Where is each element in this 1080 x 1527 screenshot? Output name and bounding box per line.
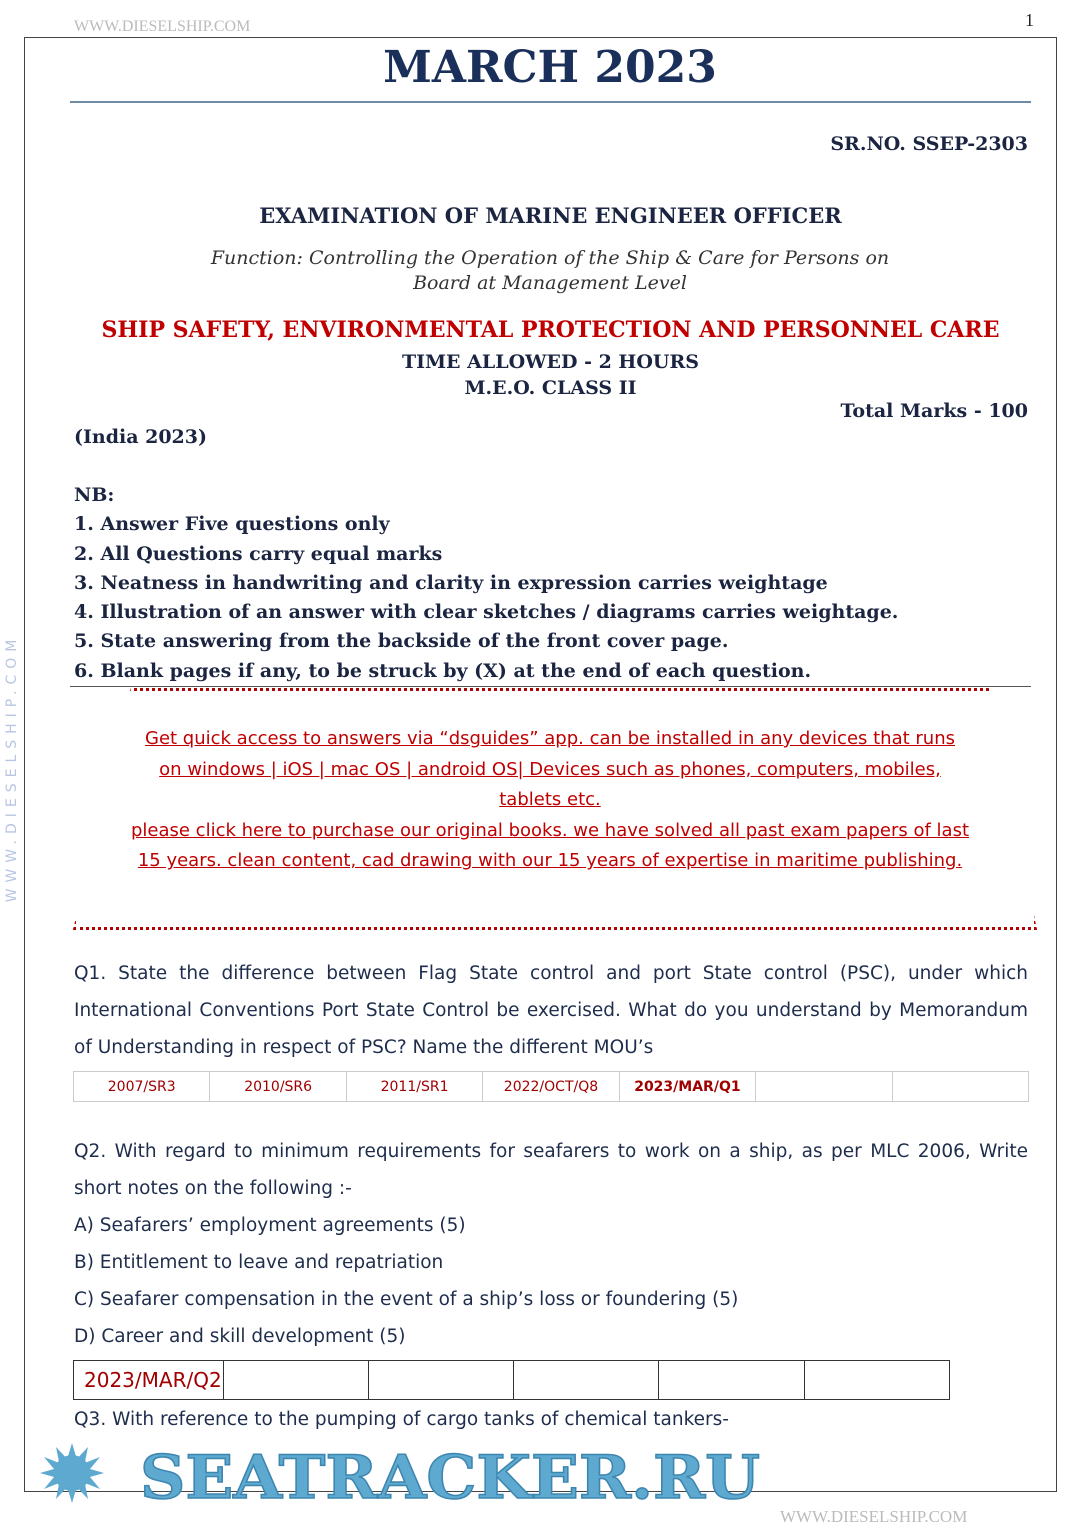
- books-link[interactable]: please click here to purchase our original books. we have solved all past exam papers of last 15 years. clean content, cad drawing with our 15 years of expertise in maritime publishing.: [130, 819, 970, 872]
- question-3: Q3. With reference to the pumping of cargo tanks of chemical tankers-: [74, 1409, 729, 1430]
- question-part: C) Seafarer compensation in the event of a ship’s loss or foundering (5): [74, 1289, 739, 1310]
- nb-item: 2. All Questions carry equal marks: [74, 542, 443, 565]
- question-1: Q1. State the difference between Flag State control and port State control (PSC), under which International Conventions Port State Control be exercised. What do you understand by Memorandum of Understanding in respect of PSC? Name the different MOU’s: [74, 963, 1028, 1058]
- ref-cell: 2023/MAR/Q2: [74, 1361, 224, 1400]
- question-2: [74, 1133, 1028, 1355]
- ref-cell: [756, 1072, 892, 1102]
- nb-item: 1. Answer Five questions only: [74, 513, 390, 536]
- nb-item: 6. Blank pages if any, to be struck by (X) at the end of each question.: [74, 659, 812, 682]
- logo-text: SEATRACKER.RU: [140, 1443, 760, 1504]
- exam-name: EXAMINATION OF MARINE ENGINEER OFFICER: [259, 203, 842, 228]
- exam-function: Function: Controlling the Operation of the Ship & Care for Persons on Board at Management Level: [210, 247, 890, 294]
- ref-cell: 2011/SR1: [346, 1072, 482, 1102]
- ref-cell: 2007/SR3: [74, 1072, 210, 1102]
- ref-cell: [368, 1361, 513, 1400]
- ref-cell: [804, 1361, 949, 1400]
- exam-region: (India 2023): [74, 426, 207, 448]
- page-number: 1: [1025, 10, 1034, 30]
- ref-cell: 2022/OCT/Q8: [483, 1072, 619, 1102]
- nb-item: 5. State answering from the backside of the front cover page.: [74, 630, 729, 653]
- question-2-text: Q2. With regard to minimum requirements for seafarers to work on a ship, as per MLC 2006, Write short notes on the following :-: [74, 1141, 1028, 1199]
- ref-cell: [892, 1072, 1028, 1102]
- page-title: MARCH 2023: [383, 42, 717, 93]
- nb-instructions: [74, 481, 898, 686]
- app-link[interactable]: Get quick access to answers via “dsguides” app. can be installed in any devices that runs on windows | iOS | mac OS | android OS| Devices such as phones, computers, mobiles, tablets etc.: [145, 728, 955, 811]
- nb-item: 4. Illustration of an answer with clear sketches / diagrams carries weightage.: [74, 601, 899, 624]
- subject-title: SHIP SAFETY, ENVIRONMENTAL PROTECTION AND PERSONNEL CARE: [101, 317, 1000, 343]
- top-watermark: WWW.DIESELSHIP.COM: [74, 18, 251, 35]
- ref-cell: [223, 1361, 368, 1400]
- question-part: B) Entitlement to leave and repatriation: [74, 1252, 444, 1273]
- title-divider: [70, 101, 1031, 103]
- serial-number: SR.NO. SSEP-2303: [830, 133, 1028, 155]
- exam-info: [70, 349, 1031, 401]
- time-allowed: TIME ALLOWED - 2 HOURS: [402, 351, 699, 373]
- ref-cell: 2010/SR6: [210, 1072, 346, 1102]
- ref-cell: [514, 1361, 659, 1400]
- question-part: A) Seafarers’ employment agreements (5): [74, 1215, 466, 1236]
- promo-text: [120, 724, 980, 877]
- total-marks: Total Marks - 100: [840, 400, 1028, 422]
- q2-reference-table: [73, 1360, 950, 1400]
- bottom-watermark: WWW.DIESELSHIP.COM: [780, 1507, 968, 1526]
- question-part: D) Career and skill development (5): [74, 1326, 406, 1347]
- margin-watermark: WWW.DIESELSHIP.COM: [4, 633, 20, 903]
- nb-divider: [70, 686, 1031, 687]
- class-label: M.E.O. CLASS II: [464, 377, 637, 399]
- nb-item: 3. Neatness in handwriting and clarity in expression carries weightage: [74, 571, 828, 594]
- nb-label: NB:: [74, 484, 115, 506]
- q1-reference-table: [73, 1071, 1029, 1102]
- ref-cell: 2023/MAR/Q1: [619, 1072, 755, 1102]
- ref-cell: [659, 1361, 804, 1400]
